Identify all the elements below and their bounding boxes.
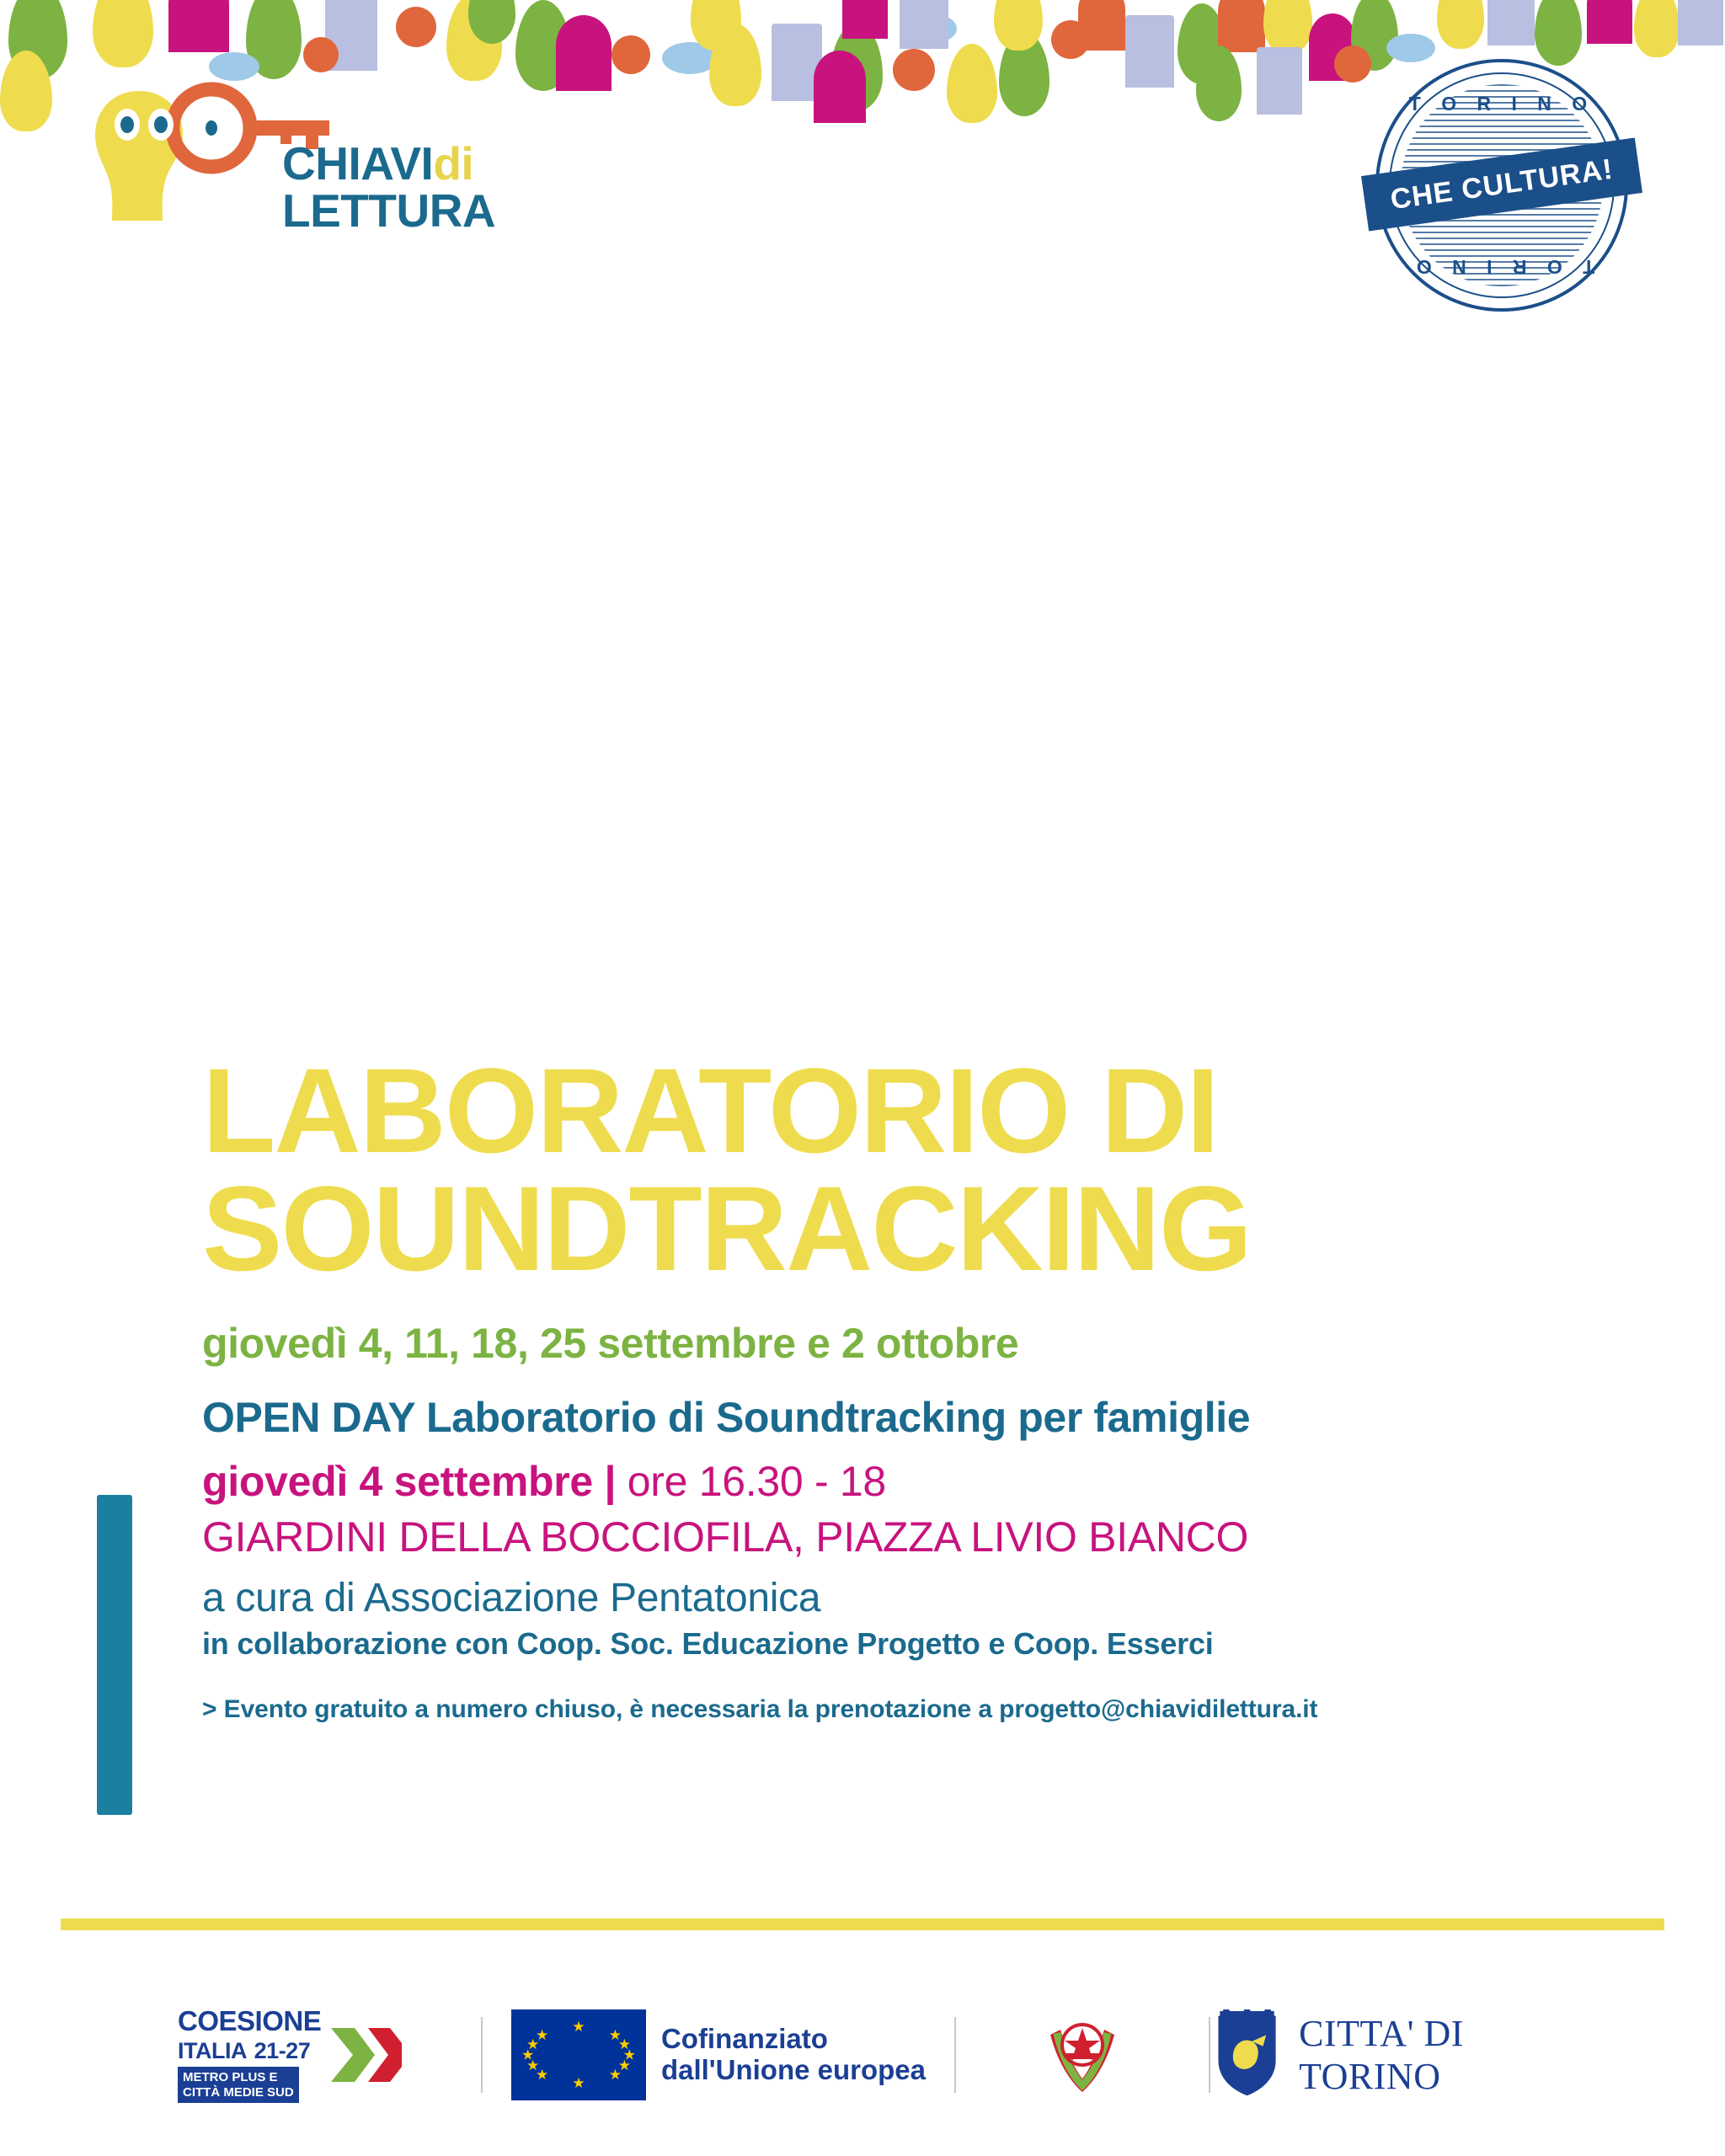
person-shape-icon bbox=[1587, 0, 1632, 44]
person-shape-icon bbox=[842, 0, 888, 39]
logo-european-union bbox=[483, 2009, 954, 2100]
stamp-top-label: T O R I N O bbox=[1408, 93, 1595, 115]
eu-label-line-2: dall'Unione europea bbox=[660, 2054, 927, 2085]
house-shape-icon bbox=[1487, 0, 1535, 45]
stamp-bottom-label: T O R I N O bbox=[1408, 256, 1595, 278]
coesione-tag-line-1: METRO PLUS E bbox=[183, 2069, 278, 2084]
leaf-shape-icon bbox=[1535, 0, 1582, 66]
event-venue: GIARDINI DELLA BOCCIOFILA, PIAZZA LIVIO BIANCO bbox=[202, 1513, 1249, 1561]
person-shape-icon bbox=[168, 0, 229, 52]
circle-shape-icon bbox=[611, 35, 650, 74]
logo-chiavi-text: CHIAVI bbox=[282, 137, 434, 189]
circle-shape-icon bbox=[396, 7, 436, 47]
title-line-2: SOUNDTRACKING bbox=[202, 1162, 1252, 1297]
keyhole-shape-icon bbox=[1634, 0, 1680, 57]
person-shape-icon bbox=[1218, 0, 1265, 52]
republic-emblem-icon bbox=[1032, 2004, 1133, 2105]
logo-line-2: LETTURA bbox=[282, 184, 496, 237]
divider-rule bbox=[61, 1919, 1664, 1930]
keyhole-shape-icon bbox=[1263, 0, 1312, 54]
coesione-line-2: ITALIA bbox=[178, 2037, 247, 2063]
eu-label-line-1: Cofinanziato bbox=[660, 2023, 828, 2055]
coesione-subtitle bbox=[178, 2067, 299, 2103]
keyhole-shape-icon bbox=[994, 0, 1043, 51]
page-title bbox=[202, 1044, 1668, 1297]
torino-che-cultura-stamp bbox=[1375, 59, 1628, 312]
keyhole-shape-icon bbox=[93, 0, 153, 67]
person-shape-icon bbox=[1078, 0, 1125, 51]
logo-chiavi-di-lettura bbox=[88, 67, 496, 253]
logo-repubblica-italiana bbox=[956, 2004, 1209, 2105]
event-hours: ore 16.30 - 18 bbox=[627, 1458, 886, 1506]
stamp-banner-label: CHE CULTURA! bbox=[1388, 152, 1616, 216]
coesione-tag-line-2: CITTÀ MEDIE SUD bbox=[183, 2084, 294, 2100]
logo-wordmark bbox=[282, 137, 496, 237]
main-content bbox=[202, 1044, 1668, 1724]
logo-citta-di-torino bbox=[1210, 2009, 1598, 2101]
house-shape-icon bbox=[1257, 47, 1302, 115]
eye-shape-icon bbox=[1386, 34, 1435, 62]
event-datetime bbox=[202, 1457, 1668, 1506]
house-shape-icon bbox=[900, 0, 948, 49]
coesione-years: 21-27 bbox=[254, 2037, 311, 2063]
logo-line-1 bbox=[282, 137, 495, 189]
house-shape-icon bbox=[1125, 15, 1174, 88]
blue-accent-bar bbox=[97, 1495, 132, 1815]
keyhole-shape-icon bbox=[947, 44, 997, 123]
event-separator: | bbox=[604, 1458, 617, 1506]
event-curator: a cura di Associazione Pentatonica bbox=[202, 1576, 821, 1621]
logo-di-text: di bbox=[433, 137, 474, 189]
torino-shield-icon bbox=[1210, 2009, 1284, 2101]
person-shape-icon bbox=[556, 15, 611, 91]
event-collaboration: in collaborazione con Coop. Soc. Educazione Progetto e Coop. Esserci bbox=[202, 1626, 1214, 1662]
eu-flag-icon: ★ ★ ★ ★ ★ ★ ★ ★ ★ ★ ★ ★ bbox=[511, 2009, 646, 2100]
footer-logos bbox=[0, 1979, 1725, 2131]
circle-shape-icon bbox=[893, 49, 935, 91]
italy-arrow-icon bbox=[329, 2025, 402, 2085]
event-day: giovedì 4 settembre bbox=[202, 1458, 593, 1506]
coesione-line-1: COESIONE bbox=[178, 2004, 322, 2036]
open-day-line: OPEN DAY Laboratorio di Soundtracking per famiglie bbox=[202, 1394, 1251, 1442]
circle-shape-icon bbox=[1334, 45, 1371, 83]
booking-note: > Evento gratuito a numero chiuso, è necessaria la prenotazione a progetto@chiavidilettura.it bbox=[202, 1695, 1318, 1724]
torino-label: CITTA' DI TORINO bbox=[1299, 2013, 1464, 2097]
leaf-shape-icon bbox=[1196, 45, 1242, 121]
keyhole-shape-icon bbox=[1437, 0, 1484, 49]
event-dates: giovedì 4, 11, 18, 25 settembre e 2 ottobre bbox=[202, 1320, 1019, 1368]
house-shape-icon bbox=[1678, 0, 1723, 45]
title-line-1: LABORATORIO DI bbox=[202, 1044, 1219, 1178]
logo-coesione-italia bbox=[127, 2004, 481, 2103]
person-shape-icon bbox=[814, 51, 866, 123]
